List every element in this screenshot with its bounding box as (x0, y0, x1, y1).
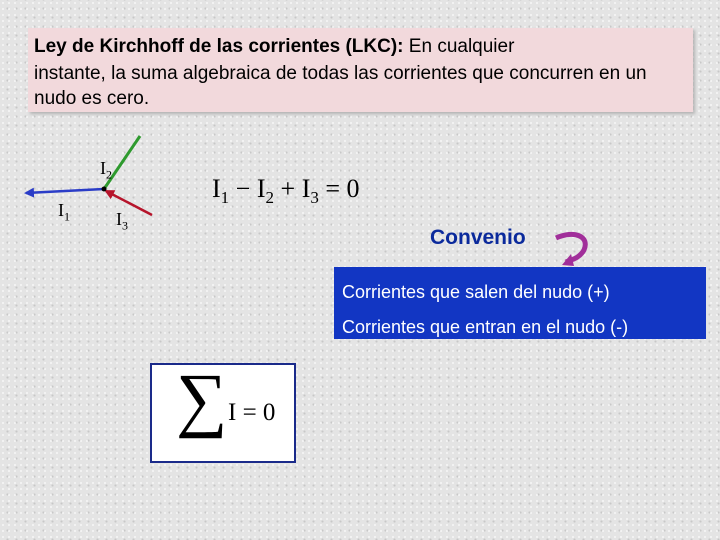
label-i1: $I_1$ (58, 200, 70, 224)
node-dot (102, 187, 107, 192)
definition-start: En cualquier (403, 36, 515, 57)
kcl-equation: $I_1 - I_2 + I_3 = 0$ (212, 174, 360, 208)
sum-formula-box (150, 359, 296, 463)
i1-branch (26, 189, 104, 193)
curved-arrow-icon (556, 234, 585, 266)
convention-outgoing: Corrientes que salen del nudo (+) (342, 282, 610, 302)
i3-branch (106, 191, 152, 215)
convention-title: Convenio (430, 226, 526, 249)
law-name: Ley de Kirchhoff de las corrientes (LKC): (34, 36, 404, 57)
sigma-symbol: ∑ (176, 359, 228, 439)
definition-text: instante, la suma algebraica de todas las corrientes que concurren en un nudo es cero. (34, 63, 647, 109)
sum-expression: I = 0 (228, 399, 276, 426)
label-i3: $I_3$ (116, 209, 128, 233)
convention-box (334, 267, 706, 339)
label-i2: $I_2$ (100, 158, 112, 182)
convention-incoming: Corrientes que entran en el nudo (-) (342, 317, 629, 337)
